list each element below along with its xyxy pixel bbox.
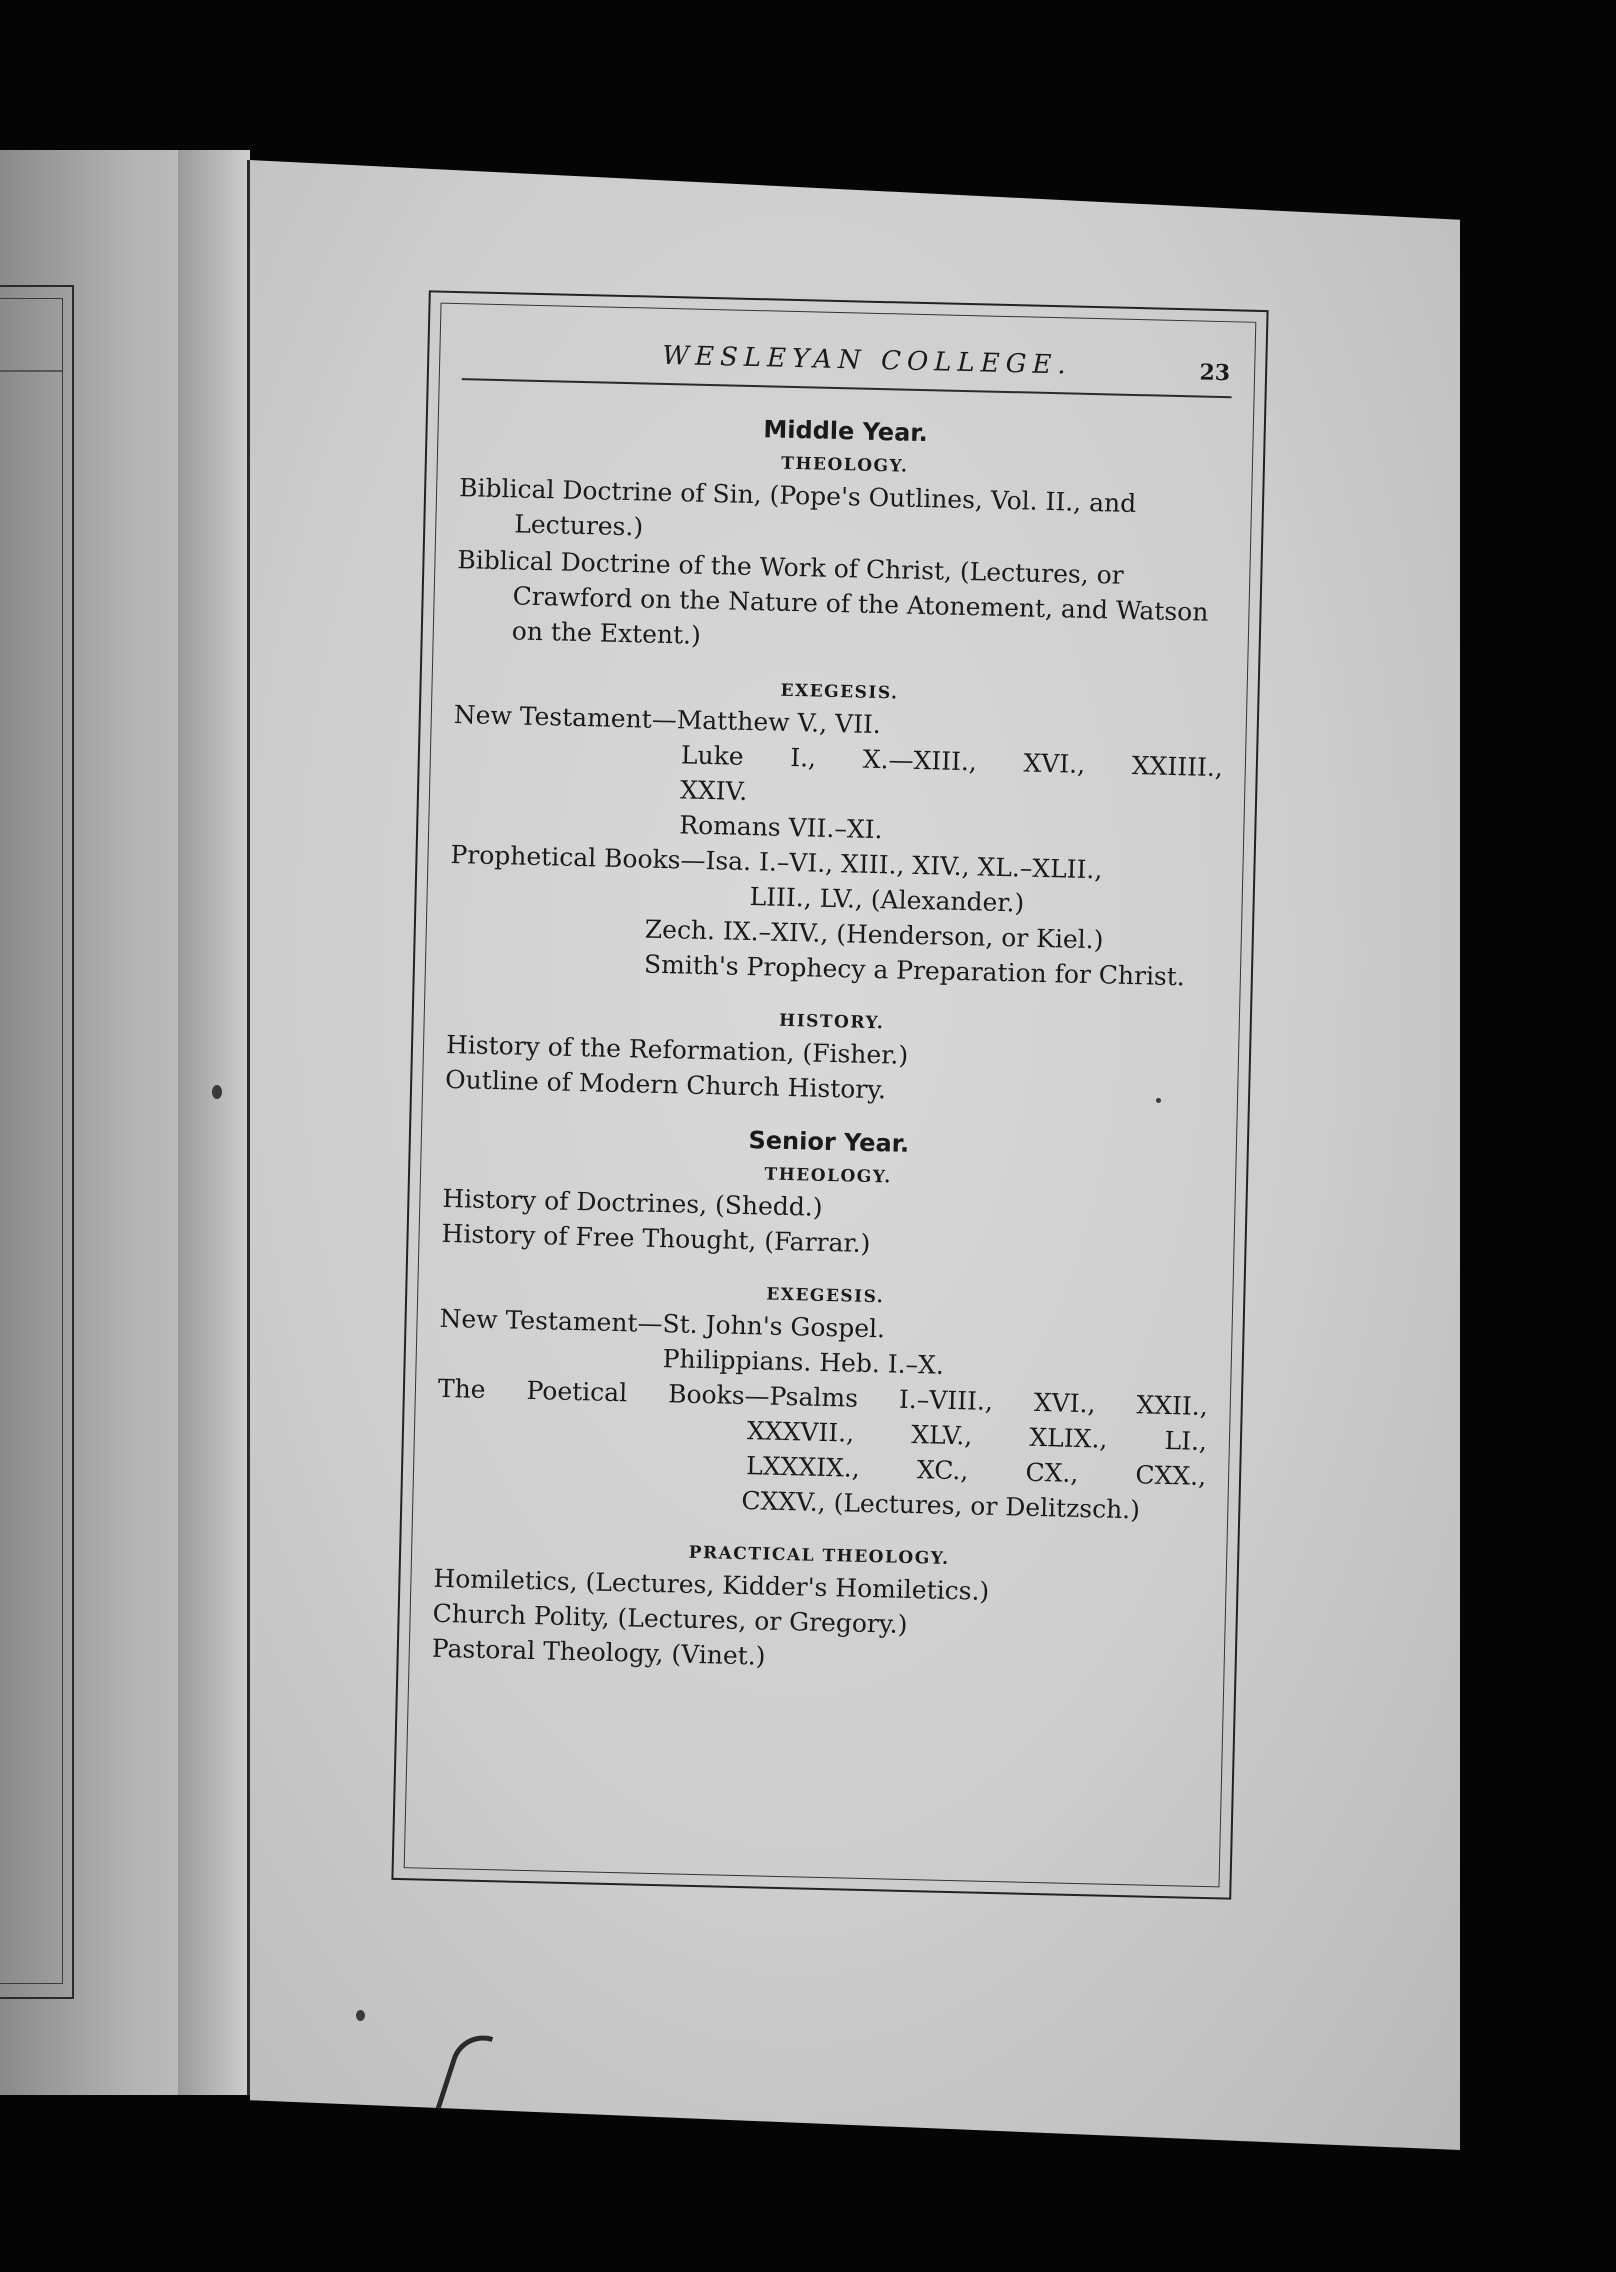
book-gutter [178,150,250,2095]
running-head-title: WESLEYAN COLLEGE. [662,340,1073,381]
senior-theology-heading: THEOLOGY. [764,1164,892,1188]
history-line: History of the Reformation, (Fisher.) [445,1029,909,1070]
senior-exegesis-heading: EXEGESIS. [766,1284,885,1308]
practical-theology-heading: PRACTICAL THEOLOGY. [688,1542,950,1569]
senior-exegesis-line-text: XXXVII., XLV., XLIX., LI., [746,1416,1208,1456]
middle-theology-entry: Biblical Doctrine of the Work of Christ, (Lectures, or Crawford on the Nature of the Atonement, and Watson on the Extent.) [457,545,1209,650]
dust-speck [212,1085,222,1099]
middle-theology-entry: Biblical Doctrine of Sin, (Pope's Outlines, Vol. II., and Lectures.) [458,473,1137,542]
middle-year-heading: Middle Year. [763,415,929,448]
exegesis-line: Prophetical Books—Isa. I.–VI., XIII., XIV., XL.–XLII., [450,839,1103,885]
senior-theology-line: History of Free Thought, (Farrar.) [441,1218,871,1258]
history-line: Outline of Modern Church History. [444,1064,887,1105]
page-inner-frame [404,303,1257,1888]
exegesis-line: Smith's Prophecy a Preparation for Christ. [643,949,1186,992]
gutter-fold-line [247,160,250,2095]
page-number: 23 [1199,359,1231,387]
middle-history-heading: HISTORY. [778,1010,885,1034]
exegesis-line-text: Luke I., X.—XIII., XVI., XXIIII., [680,740,1224,783]
running-head [462,326,1233,398]
left-page-rule [0,370,62,372]
left-page-inner-frame [0,298,63,1984]
exegesis-line: Zech. IX.–XIV., (Henderson, or Kiel.) [644,914,1104,955]
exegesis-line: LIII., LV., (Alexander.) [749,882,1025,918]
senior-theology-line: History of Doctrines, (Shedd.) [442,1183,823,1222]
page-border-frame [391,290,1268,1899]
middle-exegesis-heading: EXEGESIS. [780,680,899,704]
exegesis-line: New Testament—Matthew V., VII. [453,700,882,740]
senior-exegesis-line-text: LXXXIX., XC., CX., CXX., [745,1451,1207,1491]
senior-exegesis-line: Philippians. Heb. I.–X. [662,1344,945,1380]
exegesis-line: XXIV. [679,775,748,806]
practical-theology-line: Church Polity, (Lectures, or Gregory.) [432,1598,908,1639]
exegesis-line: Romans VII.–XI. [678,810,883,845]
practical-theology-line: Homiletics, (Lectures, Kidder's Homiletics.) [433,1563,990,1606]
middle-theology-heading: THEOLOGY. [781,453,909,477]
senior-exegesis-line: CXXV., (Lectures, or Delitzsch.) [741,1486,1141,1525]
dust-speck [356,2010,365,2021]
senior-exegesis-line-text: The Poetical Books—Psalms I.–VIII., XVI., XXII., [437,1373,1209,1421]
senior-exegesis-line: New Testament—St. John's Gospel. [439,1303,886,1344]
practical-theology-line: Pastoral Theology, (Vinet.) [431,1633,766,1671]
senior-year-heading: Senior Year. [748,1126,910,1158]
page-content [427,326,1233,1864]
dust-speck [1156,1098,1161,1103]
